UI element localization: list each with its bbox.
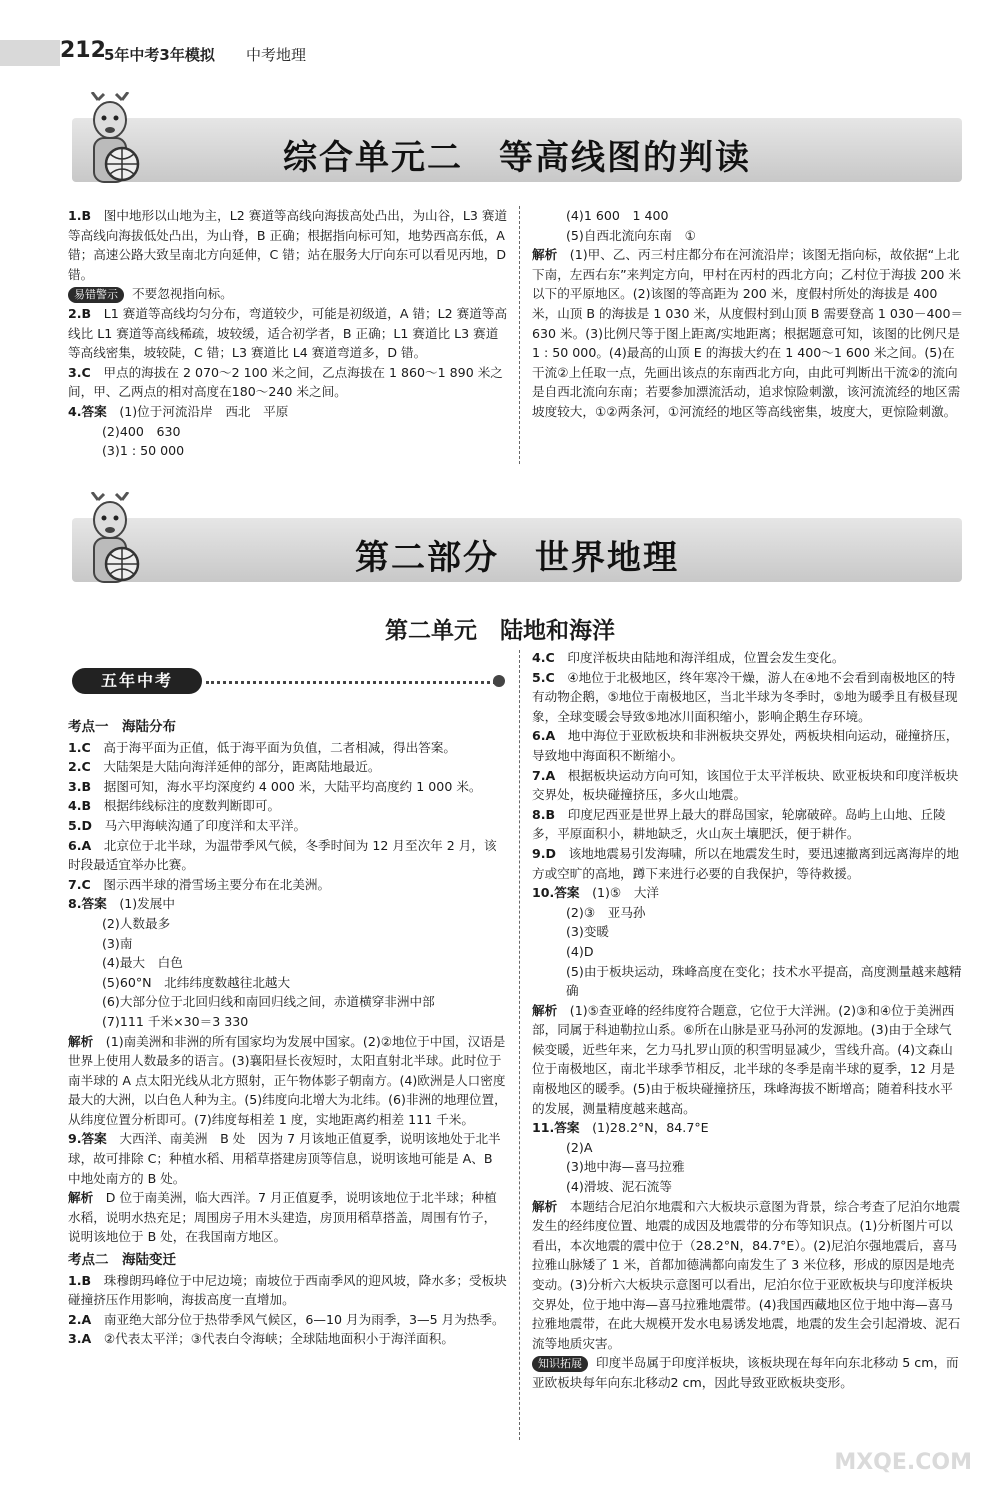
- answer-item: [68, 206, 508, 284]
- dotted-rule: [206, 681, 496, 684]
- answer-text: 图中地形以山地为主，L2 赛道等高线向海拔高处凸出，为山谷，L3 赛道等高线向海拔低处凸出，为山脊，B 正确；根据指向标可知，地势西高东低，A 错；高速公路大致呈南北方向延伸，C 错；站在服务大厅向东可以看见丙地，D 错。: [68, 208, 508, 282]
- answer-text: L1 赛道等高线均匀分布，弯道较少，可能是初级道，A 错；L2 赛道等高线比 L1 赛道等高线稀疏，坡较缓，适合初学者，B 正确；L1 赛道比 L3 赛道等高线密集，坡较陡，C 错；L3 赛道比 L4 赛道弯道多，D 错。: [68, 305, 508, 361]
- answer-text: 本题结合尼泊尔地震和六大板块示意图为背景，综合考查了尼泊尔地震发生的经纬度位置、地震的成因及地震带的分布等知识点。(1)分析图片可以看出，本次地震的震中位于（28.2°N，84.7°E）。(2)尼泊尔强地震后，喜马拉雅山脉矮了 1 米，首都加德满都向南发生了 3 米位移，形成的原因是地壳变动。(3)分析六大板块示意图可以看出，尼泊尔位于亚欧板块与印度洋板块交界处，位于地中海—喜马拉雅地震带。(4)我国西藏地区位于地中海—喜马拉雅地震带，在此大规模开发水电易诱发地震，地震的发生会引起滑坡、泥石流等地质灾害。: [532, 1198, 961, 1351]
- deer-mascot-icon: [70, 92, 150, 202]
- answer-item: [68, 363, 508, 402]
- answer-text: (3)变暖: [566, 924, 610, 940]
- answer-item: [68, 304, 508, 363]
- answer-text: (2)400 630: [102, 423, 181, 439]
- answer-text: (4)最大 白色: [102, 955, 183, 971]
- answer-item: [68, 992, 508, 1012]
- answer-item: [532, 1138, 964, 1158]
- answer-item: [68, 953, 508, 973]
- answer-item: [532, 1177, 964, 1197]
- dotted-rule-end: [493, 675, 505, 687]
- answer-text: 图示西半球的滑雪场主要分布在北美洲。: [103, 876, 331, 892]
- answer-item: [532, 1001, 964, 1119]
- answer-text: 印度洋板块由陆地和海洋组成，位置会发生变化。: [567, 650, 845, 665]
- answer-item: [68, 1329, 508, 1349]
- answer-item: [68, 422, 508, 442]
- column-divider: [519, 206, 520, 464]
- answer-item: [532, 245, 964, 421]
- answer-text: (1)甲、乙、丙三村庄都分布在河流沿岸；该图无指向标，故依据“上北下南，左西右东”来判定方向，甲村在丙村的西北方向；乙村位于海拔 200 米以下的平原地区。(2)该图的等高距为 200 米，度假村所处的海拔是 400 米，山顶 B 的海拔是 1 030 米，从度假村到山顶 B 需要登高 1 030－400＝630 米。(3)比例尺等于图上距离/实地距离；根据题意可知，该图的比例尺是 1 : 50 000。(4)最高的山顶 E 的海拔大约在 1 400～1 600 米之间。(5)在干流②上任取一点，先画出该点的东南西北方向，由此可判断出干流②的流向是自西北流向东南；若要参加漂流活动，追求惊险刺激，该河流流经的地区需坡度较大，①②两条河，①河流经的地区等高线密集，坡度大，更惊险刺激。: [532, 247, 964, 419]
- answer-text: (4)1 600 1 400: [566, 208, 669, 223]
- answer-text: (5)60°N 北纬纬度数越往北越大: [102, 974, 291, 990]
- column-divider: [519, 650, 520, 1440]
- answer-item: [532, 844, 964, 883]
- answer-text: 不要忽视指向标。: [132, 286, 233, 302]
- answer-text: 南亚绝大部分位于热带季风气候区，6—10 月为雨季，3—5 月为热季。: [103, 1311, 505, 1327]
- answer-text: (1)南美洲和非洲的所有国家均为发展中国家。(2)②地位于中国，汉语是世界上使用人数最多的语言。(3)襄阳昼长夜短时，太阳直射北半球。此时位于南半球的 A 点太阳光线从北方照射，正午物体影子朝南方。(4)欧洲是人口密度最大的大洲，以白色人种为主。(5)纬度向北增大为北纬。(6)非洲的地理位置，从纬度位置分析即可。(7)纬度每相差 1 度，实地距离约相差 111 千米。: [68, 1033, 507, 1127]
- answer-number: 解析: [68, 1190, 106, 1206]
- answer-item: [68, 284, 508, 304]
- answer-text: 高于海平面为正值，低于海平面为负值，二者相减，得出答案。: [103, 739, 457, 755]
- answer-text: 地中海位于亚欧板块和非洲板块交界处，两板块相向运动，碰撞挤压，导致地中海面积不断缩小。: [532, 728, 959, 763]
- answer-item: [532, 206, 964, 226]
- answer-text: (4)滑坡、泥石流等: [566, 1179, 672, 1195]
- answer-item: [532, 668, 964, 727]
- answer-text: (5)由于板块运动，珠峰高度在变化；技术水平提高，高度测量越来越精确: [566, 963, 962, 999]
- answer-item: [68, 777, 508, 797]
- answer-number: 3.A: [68, 1331, 104, 1347]
- answer-number: 2.A: [68, 1311, 104, 1327]
- bottom-right-answers: [532, 648, 964, 1393]
- watermark-text: MXQE.COM: [834, 1450, 972, 1475]
- answer-item: [68, 796, 508, 816]
- answer-item: [68, 934, 508, 954]
- answer-item: [532, 903, 964, 923]
- answer-item: [532, 922, 964, 942]
- answer-item: [532, 648, 964, 668]
- answer-item: [68, 973, 508, 993]
- answer-item: [532, 226, 964, 246]
- answer-number: 4.B: [68, 798, 104, 814]
- answer-number: 4.C: [532, 650, 568, 665]
- answer-number: 10.答案: [532, 885, 593, 901]
- answer-item: [532, 1197, 964, 1354]
- tip-label: 知识拓展: [532, 1356, 588, 1372]
- header-accent-bar: [0, 40, 60, 66]
- tip-label: 易错警示: [68, 287, 124, 303]
- answer-item: [532, 1157, 964, 1177]
- answer-number: 1.B: [68, 1272, 104, 1288]
- answer-number: 9.D: [532, 845, 569, 861]
- answer-item: [532, 766, 964, 805]
- answer-item: [68, 757, 508, 777]
- answer-text: 大西洋、南美洲 B 处 因为 7 月该地正值夏季，说明该地处于北半球，故可排除 C；种植水稻、用稻草搭建房顶等信息，说明该地可能是 A、B 中地处南方的 B 处。: [68, 1131, 501, 1186]
- answer-item: [68, 1271, 508, 1310]
- answer-number: 解析: [532, 1002, 570, 1018]
- answer-number: 2.C: [68, 759, 104, 775]
- section-banner: [72, 118, 962, 182]
- answer-item: [68, 914, 508, 934]
- top-left-answers: [68, 206, 508, 461]
- answer-text: ④地位于北极地区，终年寒冷干燥，游人在④地不会看到南极地区的特有动物企鹅，⑤地位于南极地区，当北半球为冬季时，⑤地为暖季且有极昼现象，全球变暖会导致⑤地冰川面积缩小，影响企鹅生存环境。: [532, 669, 958, 724]
- answer-number: 11.答案: [532, 1120, 593, 1136]
- section-title: 综合单元二 等高线图的判读: [283, 138, 751, 178]
- answer-number: 解析: [532, 247, 570, 263]
- answer-text: (7)111 千米×30＝3 330: [102, 1013, 249, 1029]
- answer-number: 1.B: [68, 208, 104, 223]
- answer-item: [68, 1012, 508, 1032]
- answer-text: (3)1 : 50 000: [102, 443, 185, 459]
- answer-text: (1)28.2°N，84.7°E: [592, 1120, 709, 1136]
- answer-number: 解析: [532, 1198, 570, 1214]
- answer-number: 6.A: [532, 728, 568, 744]
- unit-title: 第二单元 陆地和海洋: [385, 617, 615, 644]
- subject-label: 中考地理: [246, 46, 307, 64]
- answer-number: 5.C: [532, 669, 568, 685]
- answer-item: [68, 402, 508, 422]
- answer-text: (3)南: [102, 935, 133, 951]
- answer-text: (1)位于河流沿岸 西北 平原: [119, 403, 289, 419]
- watermark: [812, 1365, 982, 1485]
- answer-number: 5.D: [68, 817, 105, 833]
- answer-item: [68, 836, 508, 875]
- answer-number: 8.B: [532, 806, 568, 822]
- answer-text: (4)D: [566, 943, 594, 959]
- answer-text: (5)自西北流向东南 ①: [566, 227, 696, 243]
- answer-item: [532, 883, 964, 903]
- answer-text: 据图可知，海水平均深度约 4 000 米，大陆平均高度约 1 000 米。: [103, 778, 482, 794]
- answer-number: 4.答案: [68, 403, 120, 419]
- answer-item: [532, 805, 964, 844]
- answer-text: 根据板块运动方向可知，该国位于太平洋板块、欧亚板块和印度洋板块交界处，板块碰撞挤压，多火山地震。: [532, 767, 959, 803]
- answer-item: [68, 1188, 508, 1247]
- top-right-answers: [532, 206, 964, 422]
- answer-text: 印度尼西亚是世界上最大的群岛国家，轮廓破碎。岛屿上山地、丘陵多，平原面积小，耕地缺乏，火山灰土壤肥沃，便于耕作。: [532, 806, 946, 842]
- answer-text: 甲点的海拔在 2 070～2 100 米之间，乙点海拔在 1 860～1 890 米之间，甲、乙两点的相对高度在180～240 米之间。: [68, 364, 503, 400]
- answer-item: [68, 875, 508, 895]
- answer-text: ②代表太平洋；③代表白令海峡；全球陆地面积小于海洋面积。: [103, 1331, 454, 1347]
- bottom-left-answers: [68, 714, 508, 1349]
- section-heading: 考点一 海陆分布: [68, 719, 176, 735]
- answer-number: 3.B: [68, 778, 104, 794]
- section-heading: 考点二 海陆变迁: [68, 1252, 176, 1269]
- answer-text: (2)③ 亚马孙: [566, 904, 646, 920]
- answer-number: 2.B: [68, 305, 104, 321]
- answer-number: 7.A: [532, 767, 568, 783]
- five-year-badge: 五年中考: [72, 668, 202, 694]
- part-title: 第二部分 世界地理: [355, 538, 679, 578]
- page-number: 212: [60, 38, 106, 63]
- answer-text: 该地地震易引发海啸，所以在地震发生时，要迅速撤离到远离海岸的地方或空旷的高地，蹲下来进行必要的自我保护，等待救援。: [532, 845, 960, 881]
- answer-text: 珠穆朗玛峰位于中尼边境；南坡位于西南季风的迎风坡，降水多；受板块碰撞挤压作用影响，海拔高度一直增加。: [68, 1272, 507, 1308]
- answer-item: [68, 1310, 508, 1330]
- answer-text: (1)发展中: [119, 896, 175, 912]
- answer-item: [532, 962, 964, 1001]
- answer-number: 解析: [68, 1033, 106, 1049]
- answer-text: (1)⑤查亚峰的经纬度符合题意，它位于大洋洲。(2)③和④位于美洲西部，同属于科迪勒拉山系。⑥所在山脉是亚马孙河的发源地。(3)由于全球气候变暖，近些年来，乞力马扎罗山顶的积雪明显减少，雪线升高。(4)文森山位于南极地区，南北半球季节相反，北半球的冬季是南半球的夏季，12 月是南极地区的暖季。(5)由于板块碰撞挤压，珠峰海拔不断增高；随着科技水平的发展，测量精度越来越高。: [532, 1002, 956, 1116]
- book-title: 5年中考3年模拟: [104, 46, 215, 64]
- answer-text: (2)人数最多: [102, 915, 171, 931]
- answer-text: 大陆架是大陆向海洋延伸的部分，距离陆地最近。: [103, 759, 381, 775]
- answer-item: [68, 441, 508, 461]
- answer-item: [68, 894, 508, 914]
- answer-text: (2)A: [566, 1139, 593, 1155]
- answer-number: 7.C: [68, 876, 104, 892]
- answer-number: 3.C: [68, 364, 104, 380]
- answer-text: 印度半岛属于印度洋板块，该板块现在每年向东北移动 5 cm，而亚欧板块每年向东北移动2 cm，因此导致亚欧板块变形。: [532, 1355, 959, 1390]
- answer-item: [532, 1118, 964, 1138]
- answer-item: [68, 1129, 508, 1188]
- answer-text: 根据纬线标注的度数判断即可。: [103, 798, 281, 814]
- answer-item: [68, 738, 508, 758]
- answer-text: 马六甲海峡沟通了印度洋和太平洋。: [104, 817, 307, 833]
- part-banner: [72, 518, 962, 582]
- answer-number: 8.答案: [68, 896, 120, 912]
- answer-item: [532, 726, 964, 765]
- answer-item: [68, 1032, 508, 1130]
- answer-item: [68, 816, 508, 836]
- answer-text: (3)地中海—喜马拉雅: [566, 1159, 685, 1175]
- answer-text: (6)大部分位于北回归线和南回归线之间，赤道横穿非洲中部: [102, 994, 435, 1010]
- answer-item: [532, 942, 964, 962]
- deer-mascot-icon: [70, 492, 150, 602]
- answer-number: 9.答案: [68, 1131, 120, 1147]
- answer-text: (1)⑤ 大洋: [592, 885, 660, 901]
- answer-number: 1.C: [68, 739, 104, 755]
- answer-text: D 位于南美洲，临大西洋。7 月正值夏季，说明该地位于北半球；种植水稻，说明水热充足；周围房子用木头建造，房顶用稻草搭盖，周围有竹子，说明该地位于 B 处，在我国南方地区。: [68, 1190, 497, 1245]
- answer-text: 北京位于北半球，为温带季风气候，冬季时间为 12 月至次年 2 月，该时段最适宜举办比赛。: [68, 837, 497, 873]
- answer-number: 6.A: [68, 837, 104, 853]
